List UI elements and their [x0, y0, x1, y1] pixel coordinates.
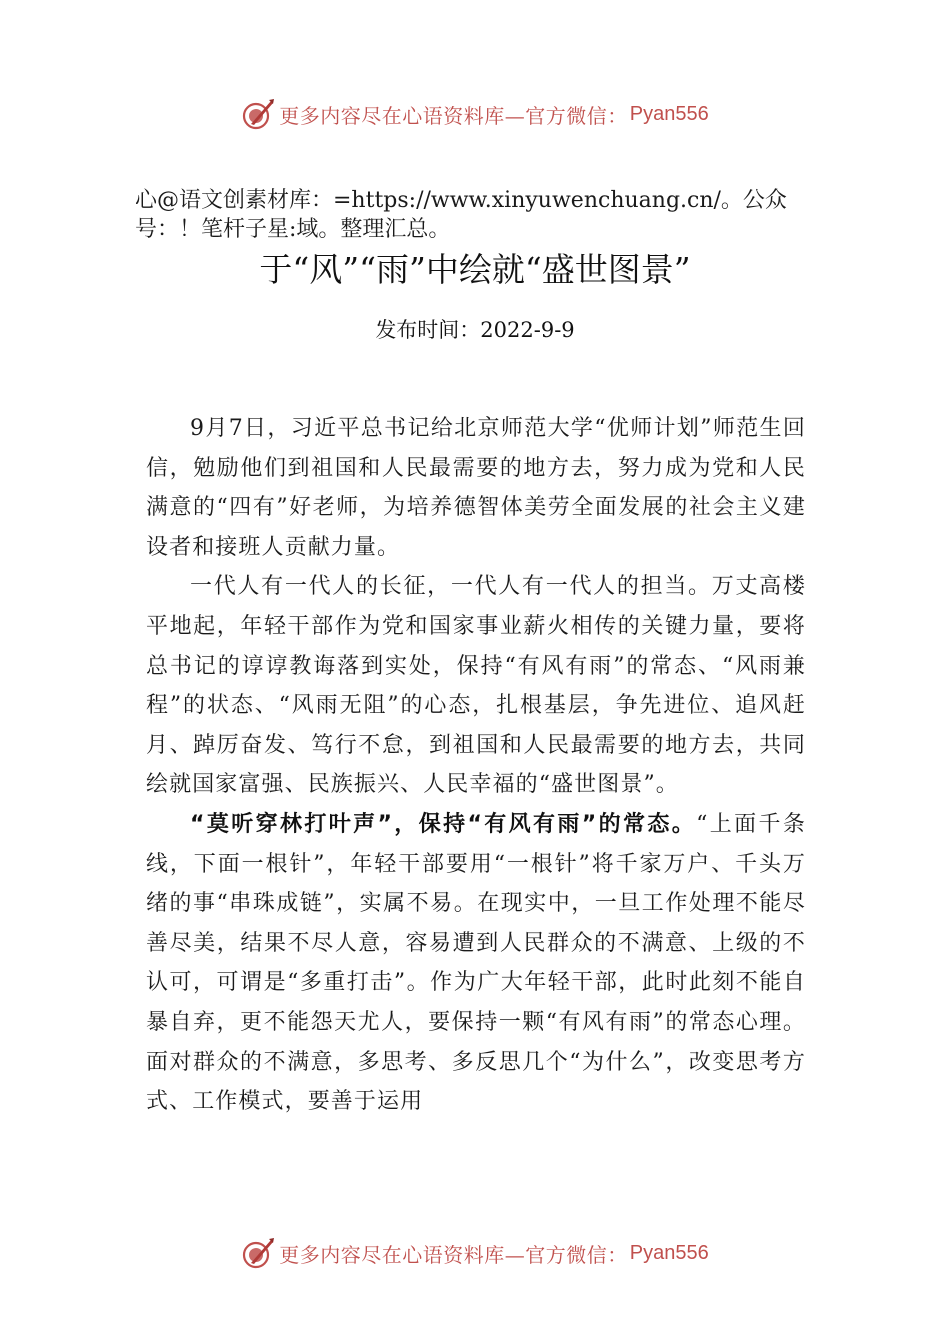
banner-wechat-id: Pyan556 [629, 102, 709, 125]
header-banner [0, 94, 950, 134]
publish-date: 发布时间：2022-9-9 [375, 318, 575, 342]
paragraph [146, 409, 806, 567]
source-note: 心@语文创素材库：=https://www.xinyuwenchuang.cn/。公众号：！笔杆子星:域。整理汇总。 [135, 188, 787, 242]
banner-wechat-id: Pyan556 [629, 1241, 709, 1264]
quill-seal-logo-icon [241, 1236, 275, 1270]
article-title: 于“风”“雨”中绘就“盛世图景” [259, 250, 691, 289]
article-body [146, 409, 806, 1122]
paragraph-text: 一代人有一代人的长征，一代人有一代人的担当。万丈高楼平地起，年轻干部作为党和国家事业薪火相传的关键力量，要将总书记的谆谆教诲落到实处，保持“有风有雨”的常态、“风雨兼程”的状态、“风雨无阻”的心态，扎根基层，争先进位、追风赶月、踔厉奋发、笃行不怠，到祖国和人民最需要的地方去，共同绘就国家富强、民族振兴、人民幸福的“盛世图景”。 [146, 574, 806, 798]
paragraph-lead: “莫听穿林打叶声”，保持“有风有雨”的常态。 [190, 811, 697, 837]
paragraph-text: 9月7日，习近平总书记给北京师范大学“优师计划”师范生回信，勉励他们到祖国和人民最需要的地方去，努力成为党和人民满意的“四有”好老师，为培养德智体美劳全面发展的社会主义建设者和接班人贡献力量。 [146, 416, 806, 560]
paragraph [146, 567, 806, 805]
paragraph [146, 805, 806, 1122]
banner-text: 更多内容尽在心语资料库—官方微信： [279, 1242, 628, 1267]
paragraph-text: “上面千条线，下面一根针”，年轻干部要用“一根针”将千家万户、千头万绪的事“串珠成链”，实属不易。在现实中，一旦工作处理不能尽善尽美，结果不尽人意，容易遭到人民群众的不满意、上级的不认可，可谓是“多重打击”。作为广大年轻干部，此时此刻不能自暴自弃，更不能怨天尤人，要保持一颗“有风有雨”的常态心理。面对群众的不满意，多思考、多反思几个“为什么”，改变思考方式、工作模式，要善于运用 [146, 811, 806, 1115]
quill-seal-logo-icon [241, 97, 275, 131]
footer-banner [0, 1233, 950, 1273]
banner-text: 更多内容尽在心语资料库—官方微信： [279, 103, 628, 128]
